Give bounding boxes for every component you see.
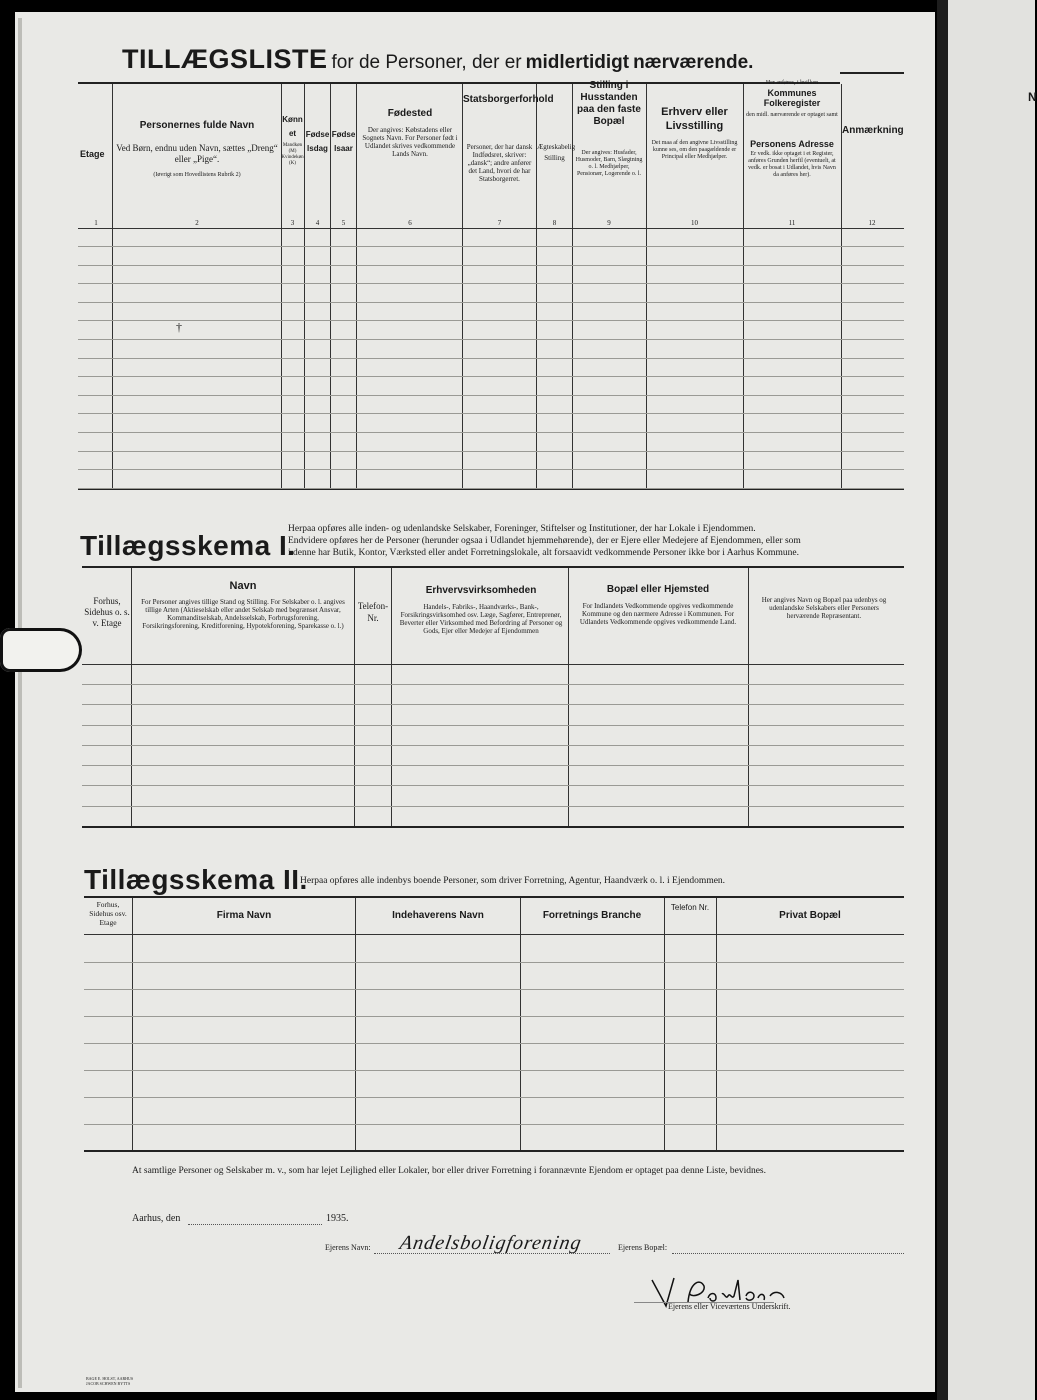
skema1-title: Tillægsskema I.	[80, 530, 296, 561]
table-top-rule	[78, 82, 840, 84]
skema2-col-address: Privat Bopæl	[779, 910, 841, 921]
header-bottom-rule	[78, 228, 904, 229]
skema2-col-line-5	[716, 898, 717, 1150]
title-rest: for de Personer, der er	[331, 52, 522, 73]
col-register-head: Kommunes Folkeregister	[763, 88, 821, 108]
skema2-col-line-4	[664, 898, 665, 1150]
page-gutter	[937, 0, 948, 1400]
skema1-bottom-rule	[82, 826, 904, 828]
col-num-11: 11	[788, 219, 796, 227]
skema1-intro-line1: Herpaa opføres alle inden- og udenlandske Selskaber, Foreninger, Stiftelser og Institutioner, der har Lokale i Ejendommen.	[288, 524, 756, 534]
col-birthday-head: Fødselsdag	[305, 130, 330, 153]
col-birthyear-head: Fødselsaar	[331, 130, 356, 153]
skema2-col-firm: Firma Navn	[216, 910, 272, 921]
skema1-col-business-head: Erhvervsvirksomheden	[425, 585, 537, 596]
col-sex-head: Kønnet	[282, 115, 303, 138]
main-row-line-8	[78, 376, 904, 377]
main-row-line-4	[78, 302, 904, 303]
col-name-head: Personernes fulde Navn	[139, 120, 255, 131]
owner-label: Ejerens Navn:	[325, 1243, 371, 1252]
main-row-line-6	[78, 339, 904, 340]
skema1-col-residence-sub: For Indlandets Vedkommende opgives vedkommende Kommune og den nærmere Adresse i Kommunen. For Udlandets Vedkommende opgives vedkommende Land.	[579, 602, 737, 626]
main-row-line-11	[78, 432, 904, 433]
main-row-line-3	[78, 283, 904, 284]
skema1-row-line-3	[82, 725, 904, 726]
skema2-col-owner: Indehaverens Navn	[392, 910, 484, 921]
title-end: nærværende.	[633, 52, 754, 73]
declaration: At samtlige Personer og Selskaber m. v., som har lejet Lejlighed eller Lokaler, bor eller driver Forretning i forannævnte Ejendom er optaget paa denne Liste, bevidnes.	[132, 1166, 766, 1176]
skema1-row-line-5	[82, 765, 904, 766]
skema1-col-name-head: Navn	[229, 580, 257, 592]
skema1-col-representative: Her angives Navn og Bopæl paa udenbys og udenlandske Selskabers eller Personers herværende Repræsentant.	[761, 596, 887, 620]
main-row-line-9	[78, 395, 904, 396]
place-label: Aarhus, den	[132, 1213, 181, 1224]
col-marital-sub: Ægteskabelig Stilling	[537, 143, 576, 162]
printer-imprint: BAGE E. HOLST, AARHUS JACOB SCHWEN BYTTS	[86, 1376, 134, 1386]
table-top-rule-right	[840, 72, 904, 74]
main-row-line-1	[78, 246, 904, 247]
col-num-5: 5	[341, 219, 346, 227]
skema1-col-name-sub: For Personer angives tillige Stand og Stilling. For Selskaber o. l. angives tillige Arten (Aktieselskab eller andet Selskab med begrænset Ansvar, Kommanditselskab, Andelsselskab, Forbrugsforening, Forsikringsforening, Kreditforening, Hypotekforening, Sparekasse o. l.)	[141, 598, 345, 630]
col-occupation-head: Erhverv eller Livsstilling	[661, 106, 728, 132]
col-household-head: Stilling i Husstanden paa den faste Bopæl	[577, 80, 641, 127]
col-remark-head: Anmærkning	[842, 125, 904, 136]
skema1-col-line-3	[391, 568, 392, 826]
skema1-col-floor: Forhus, Sidehus o. s. v. Etage	[84, 596, 130, 628]
skema1-intro-line2: Endvidere opføres her de Personer (herunder ogsaa i Udlandet hjemmehørende), der er Ejere eller Medejere af Ejendommen, eller som	[288, 536, 801, 546]
col-num-3: 3	[290, 219, 295, 227]
skema2-header-rule	[84, 934, 904, 935]
main-row-line-14	[78, 488, 904, 489]
col-occupation-sub: Det maa af den angivne Livsstilling kunne ses, om den paagældende er Principal eller Medhjælper.	[651, 140, 738, 160]
skema1-header-rule	[82, 664, 904, 665]
col-etage-head: Etage	[80, 149, 105, 159]
signature-label: Ejerens eller Viceværtens Underskrift.	[668, 1302, 791, 1311]
skema2-col-line-2	[355, 898, 356, 1150]
col-birthplace-head: Fødested	[387, 108, 433, 119]
address-line	[672, 1253, 904, 1254]
main-row-line-10	[78, 413, 904, 414]
col-num-6: 6	[408, 219, 412, 227]
skema2-bottom-rule	[84, 1150, 904, 1152]
col-name-sub: Ved Børn, endnu uden Navn, sættes „Dreng“ eller „Pige“.	[116, 143, 278, 164]
main-col-line-1	[112, 84, 113, 488]
skema2-col-line-1	[132, 898, 133, 1150]
date-line	[188, 1224, 322, 1225]
skema2-col-floor: Forhus, Sidehus osv. Etage	[89, 900, 127, 927]
skema2-top-rule	[84, 896, 904, 898]
skema1-col-phone: Telefon-Nr.	[357, 601, 389, 623]
col-birthplace-sub: Der angives: Købstadens eller Sognets Navn. For Personer født i Udlandet skrives vedkommende Lands Navn.	[362, 126, 458, 158]
skema2-row-line-2	[84, 989, 904, 990]
skema2-row-line-5	[84, 1070, 904, 1071]
col-num-12: 12	[868, 219, 876, 227]
skema1-intro-line3: i denne har Butik, Kontor, Værksted eller andet Forretningslokale, alt forsaavidt vedkommende Personer ikke bor i Aarhus Kommune.	[288, 548, 800, 558]
main-col-line-11	[841, 84, 842, 488]
address-label: Ejerens Bopæl:	[618, 1243, 668, 1252]
stray-mark: †	[176, 320, 182, 334]
col-citizenship-head: Statsborgerforhold	[463, 94, 554, 105]
skema1-row-line-7	[82, 806, 904, 807]
skema2-col-phone: Telefon Nr.	[670, 903, 710, 912]
col-num-9: 9	[607, 219, 611, 227]
main-row-line-5	[78, 320, 904, 321]
col-household-sub: Der angives: Husfader, Husmoder, Barn, Slægtning o. l. Medhjælper, Pensionær, Logerende o. l.	[575, 150, 643, 177]
main-row-line-13	[78, 469, 904, 470]
skema1-col-residence-head: Bopæl eller Hjemsted	[606, 584, 710, 595]
page-title	[122, 44, 753, 75]
main-row-line-12	[78, 451, 904, 452]
skema1-row-line-6	[82, 785, 904, 786]
facing-page-letter: N	[1028, 90, 1037, 104]
main-row-line-2	[78, 265, 904, 266]
skema2-intro: Herpaa opføres alle indenbys boende Personer, som driver Forretning, Agentur, Haandværk o. l. i Ejendommen.	[300, 876, 726, 886]
holding-finger	[0, 628, 82, 672]
col-register-pre: Her anføres, i hvilken	[765, 80, 819, 86]
col-sex-sub: Mandkøn (M) Kvindekøn (K)	[281, 143, 304, 166]
skema1-col-line-1	[131, 568, 132, 826]
skema2-row-line-4	[84, 1043, 904, 1044]
skema1-row-line-1	[82, 684, 904, 685]
owner-name-handwritten: Andelsboligforening	[398, 1232, 584, 1254]
col-num-2: 2	[195, 219, 199, 227]
col-name-sub2: (Iøvrigt som Hovedlistens Rubrik 2)	[153, 172, 241, 178]
skema1-col-business-sub: Handels-, Fabriks-, Haandværks-, Bank-, Forsikringsvirksomhed osv. Læge, Sagfører, Entreprenør, Beverter eller Virksomhed med Befordring af Personer og Gods, Ejer eller Medejer af Ejendommen	[399, 603, 563, 635]
skema2-col-branch: Forretnings Branche	[542, 910, 642, 921]
owner-line	[374, 1253, 610, 1254]
skema1-col-line-4	[568, 568, 569, 826]
col-register-head2: Personens Adresse	[750, 139, 834, 149]
year: 1935.	[326, 1213, 349, 1224]
skema2-col-line-3	[520, 898, 521, 1150]
col-num-4: 4	[315, 219, 320, 227]
col-num-7: 7	[497, 219, 502, 227]
page-edge	[18, 18, 22, 1388]
main-row-line-7	[78, 358, 904, 359]
col-num-10: 10	[691, 219, 698, 227]
skema1-row-line-4	[82, 745, 904, 746]
main-col-line-5	[356, 84, 357, 488]
skema1-intro	[288, 523, 903, 559]
title-main: TILLÆGSLISTE	[122, 44, 328, 74]
main-col-line-9	[646, 84, 647, 488]
col-num-1: 1	[94, 219, 98, 227]
col-register-sub: Er vedk. ikke optaget i et Register, anføres Grunden herfil (eventuelt, at vedk. er bosat i Udlandet, hvis Navn da anføres her).	[748, 151, 836, 178]
skema2-row-line-3	[84, 1016, 904, 1017]
skema2-row-line-1	[84, 962, 904, 963]
skema1-col-line-5	[748, 568, 749, 826]
col-num-8: 8	[552, 219, 557, 227]
col-citizenship-sub: Personer, der har dansk Indfødsret, skriver: „dansk“; andre anfører det Land, hvori de har Statsborgerret.	[466, 143, 533, 183]
col-register-mid: den midl. nærværende er optaget samt	[746, 112, 838, 118]
skema1-top-rule	[82, 566, 904, 568]
skema2-title: Tillægsskema II.	[84, 864, 308, 895]
facing-page	[948, 0, 1035, 1400]
skema2-row-line-6	[84, 1097, 904, 1098]
title-bold: midlertidigt	[525, 52, 630, 73]
skema1-row-line-2	[82, 704, 904, 705]
main-col-line-6	[462, 84, 463, 488]
skema2-row-line-7	[84, 1124, 904, 1125]
